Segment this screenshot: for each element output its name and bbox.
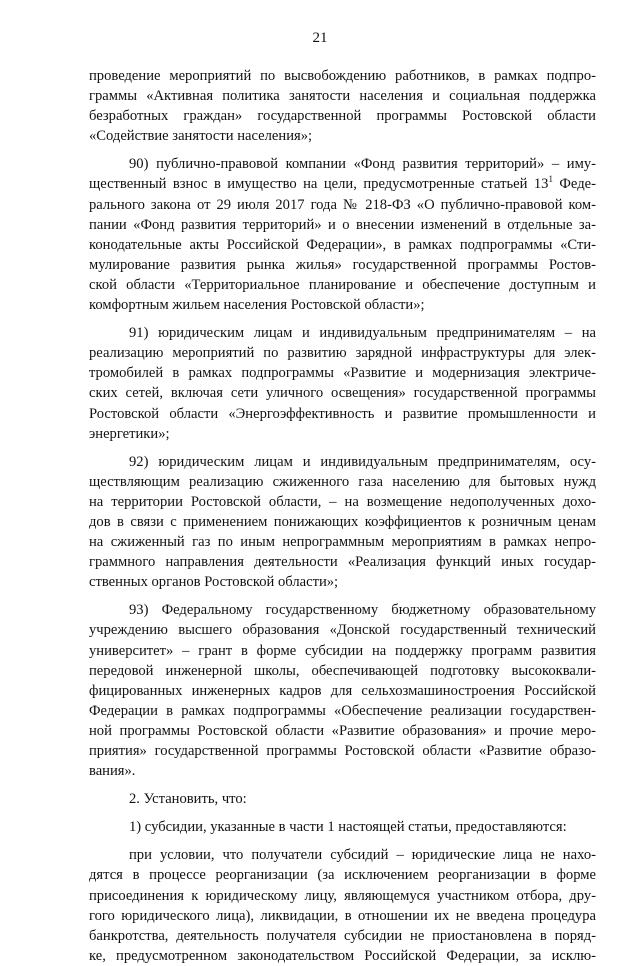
- text-line: на сжиженный газ по иным непрограммным мероприятиям в рамках непро-: [89, 534, 596, 551]
- text-line: 90) публично-правовой компании «Фонд развития территорий» – иму-: [129, 156, 596, 173]
- text-line: университет» – грант в форме субсидии на поддержку программ развития: [89, 642, 596, 659]
- text-line: Ростовской области «Энергоэффективность и развитие промышленности и: [89, 405, 596, 422]
- paragraph-item-90: [89, 154, 596, 315]
- document-body: [89, 66, 596, 966]
- paragraph-condition: [89, 845, 596, 966]
- text-line: ной программы Ростовской области «Развитие образования» и прочие меро-: [89, 722, 596, 739]
- text-line: ской области «Территориальное планирование и обеспечение доступным и: [89, 276, 596, 293]
- text-line: граммного направления деятельности «Реализация функций иных государ-: [89, 554, 596, 571]
- text-line: мулирование развития рынка жилья» государственной программы Ростов-: [89, 256, 596, 273]
- text-line: рального закона от 29 июля 2017 года № 218-ФЗ «О публично-правовой ком-: [89, 196, 596, 213]
- text-line: пании «Фонд развития территорий» и о внесении изменений в отдельные за-: [89, 216, 596, 233]
- superscript: 1: [548, 174, 553, 185]
- text-line: 1) субсидии, указанные в части 1 настоящей статьи, предоставляются:: [129, 819, 567, 836]
- text-line: 93) Федеральному государственному бюджетному образовательному: [129, 602, 596, 619]
- text-fragment: щественный взнос в имущество на цели, предусмотренные статьей 13: [89, 176, 549, 193]
- text-fragment: Феде-: [552, 176, 596, 193]
- text-line: банкротства, деятельность получателя субсидии не приостановлена в поряд-: [89, 927, 596, 944]
- text-line: 92) юридическим лицам и индивидуальным предпринимателям, осу-: [129, 453, 596, 470]
- text-line: [89, 174, 596, 194]
- text-line: граммы «Активная политика занятости населения и социальная поддержка: [89, 88, 596, 105]
- text-line: присоединения к юридическому лицу, являющемуся участником отбора, дру-: [89, 887, 596, 904]
- text-line: дятся в процессе реорганизации (за исключением реорганизации в форме: [89, 867, 596, 884]
- text-line: на территории Ростовской области, – на возмещение недополученных дохо-: [89, 493, 596, 510]
- text-line: 91) юридическим лицам и индивидуальным предпринимателям – на: [129, 325, 596, 342]
- paragraph-item-92: [89, 452, 596, 593]
- text-line: комфортным жильем населения Ростовской области»;: [89, 297, 425, 314]
- page-number: 21: [312, 30, 328, 46]
- paragraph-continuation: [89, 66, 596, 146]
- text-line: Федерации в рамках подпрограммы «Обеспечение реализации государствен-: [89, 702, 596, 719]
- text-line: приятия» государственной программы Ростовской области «Развитие образо-: [89, 743, 596, 759]
- text-line: дов в связи с применением понижающих коэффициентов к розничным ценам: [89, 513, 596, 530]
- text-line: энергетики»;: [89, 425, 170, 442]
- text-line: ществляющим реализацию сжиженного газа населению для бытовых нужд: [89, 473, 596, 490]
- paragraph-item-93: [89, 600, 596, 781]
- text-line: «Содействие занятости населения»;: [89, 128, 313, 145]
- paragraph-clause-2: [89, 789, 596, 809]
- paragraph-item-91: [89, 323, 596, 444]
- text-line: передовой инженерной школы, обеспечивающей подготовку высококвали-: [89, 662, 596, 679]
- text-line: гого юридического лица), ликвидации, в отношении их не введена процедура: [89, 907, 596, 924]
- text-line: ских сетей, включая сети уличного освещения» государственной программы: [89, 385, 596, 402]
- paragraph-subclause-1: [89, 817, 596, 837]
- text-line: тромобилей в рамках подпрограммы «Развитие и модернизация электриче-: [89, 365, 596, 382]
- text-line: безработных граждан» государственной программы Ростовской области: [89, 108, 596, 125]
- text-line: 2. Установить, что:: [129, 791, 247, 808]
- text-line: вания».: [89, 763, 136, 780]
- text-line: реализацию мероприятий по развитию зарядной инфраструктуры для элек-: [89, 345, 596, 362]
- text-line: ке, предусмотренном законодательством Российской Федерации, за исклю-: [89, 947, 596, 964]
- text-line: ственных органов Ростовской области»;: [89, 574, 339, 591]
- text-line: проведение мероприятий по высвобождению работников, в рамках подпро-: [89, 68, 596, 84]
- text-line: конодательные акты Российской Федерации», в рамках подпрограммы «Сти-: [89, 236, 596, 253]
- text-line: фицированных инженерных кадров для сельхозмашиностроения Российской: [89, 682, 596, 699]
- text-line: при условии, что получатели субсидий – юридические лица не нахо-: [129, 847, 596, 864]
- text-line: учреждению высшего образования «Донской государственный технический: [89, 622, 596, 639]
